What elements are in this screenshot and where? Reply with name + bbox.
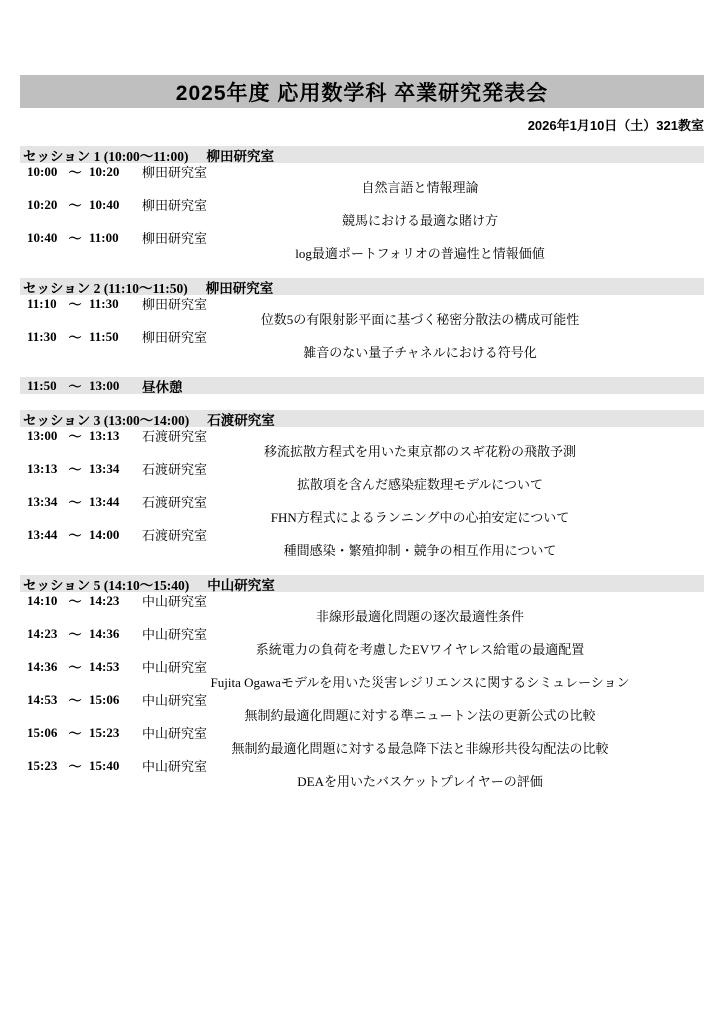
schedule-row [20, 658, 704, 691]
schedule-row-meta [20, 328, 704, 345]
session-1-header [20, 146, 704, 163]
lab-name: 中山研究室 [142, 660, 208, 675]
session-1 [20, 146, 704, 262]
tilde-separator: ～ [68, 165, 82, 180]
schedule-row [20, 196, 704, 229]
session-5 [20, 575, 704, 790]
start-time: 13:13 [27, 460, 58, 476]
tilde-separator: ～ [68, 594, 82, 609]
presentation-title: 系統電力の負荷を考慮したEVワイヤレス給電の最適配置 [255, 642, 585, 657]
presentation-title: FHN方程式によるランニング中の心拍安定について [270, 510, 570, 525]
presentation-title: 移流拡散方程式を用いた東京都のスギ花粉の飛散予測 [263, 444, 576, 459]
end-time: 10:40 [89, 196, 120, 212]
session-label: セッション 5 (14:10～15:40) [23, 577, 190, 593]
lab-name: 石渡研究室 [142, 495, 208, 510]
start-time: 10:40 [27, 229, 58, 245]
end-time: 13:44 [89, 493, 120, 509]
end-time: 13:13 [89, 427, 120, 443]
schedule-row-meta [20, 163, 704, 180]
session-2 [20, 278, 704, 361]
document-title-bar [20, 75, 704, 108]
presentation-title: 種間感染・繁殖抑制・競争の相互作用について [283, 543, 557, 558]
lab-name: 柳田研究室 [142, 198, 208, 213]
start-time: 14:53 [27, 691, 58, 707]
tilde-separator: ～ [68, 462, 82, 477]
schedule-row-meta [20, 592, 704, 609]
start-time: 15:06 [27, 724, 58, 740]
start-time: 15:23 [27, 757, 58, 773]
page-title: 2025年度 応用数学科 卒業研究発表会 [175, 81, 549, 105]
schedule-row-meta [20, 691, 704, 708]
schedule-row-meta [20, 229, 704, 246]
tilde-separator: ～ [68, 429, 82, 444]
schedule-row [20, 427, 704, 460]
schedule-row [20, 592, 704, 625]
start-time: 10:00 [27, 163, 58, 179]
tilde-separator: ～ [68, 528, 82, 543]
tilde-separator: ～ [68, 759, 82, 774]
presentation-title: 位数5の有限射影平面に基づく秘密分散法の構成可能性 [260, 312, 580, 327]
start-time: 10:20 [27, 196, 58, 212]
schedule-row [20, 526, 704, 559]
end-time: 14:00 [89, 526, 120, 542]
schedule-row-meta [20, 757, 704, 774]
end-time: 15:40 [89, 757, 120, 773]
tilde-separator: ～ [68, 726, 82, 741]
schedule-row-meta [20, 493, 704, 510]
session-label: セッション 3 (13:00～14:00) [23, 412, 190, 428]
schedule-row [20, 724, 704, 757]
end-time: 15:06 [89, 691, 120, 707]
start-time: 11:10 [27, 295, 57, 311]
end-time: 11:50 [89, 328, 119, 344]
presentation-title: Fujita Ogawaモデルを用いた災害レジリエンスに関するシミュレーション [210, 675, 630, 690]
lab-name: 石渡研究室 [142, 429, 208, 444]
start-time: 14:23 [27, 625, 58, 641]
tilde-separator: ～ [68, 627, 82, 642]
end-time: 14:36 [89, 625, 120, 641]
schedule-row [20, 493, 704, 526]
tilde-separator: ～ [68, 231, 82, 246]
schedule-row [20, 691, 704, 724]
schedule-row [20, 328, 704, 361]
lab-name: 柳田研究室 [142, 231, 208, 246]
session-label: セッション 2 (11:10～11:50) [23, 280, 188, 296]
schedule-row-meta [20, 460, 704, 477]
tilde-separator: ～ [68, 693, 82, 708]
tilde-separator: ～ [68, 495, 82, 510]
start-time: 14:36 [27, 658, 58, 674]
lab-name: 中山研究室 [142, 627, 208, 642]
presentation-title: 競馬における最適な賭け方 [341, 213, 498, 228]
tilde-separator: ～ [68, 198, 82, 213]
session-label: セッション 1 (10:00～11:00) [23, 148, 189, 164]
lab-name: 中山研究室 [142, 759, 208, 774]
schedule-row [20, 757, 704, 790]
schedule-row [20, 229, 704, 262]
start-time: 11:30 [27, 328, 57, 344]
presentation-title: 拡散項を含んだ感染症数理モデルについて [296, 477, 544, 492]
schedule-row [20, 625, 704, 658]
schedule-row [20, 460, 704, 493]
start-time: 13:34 [27, 493, 58, 509]
schedule-row-meta [20, 724, 704, 741]
schedule-row [20, 295, 704, 328]
session-lab: 中山研究室 [207, 577, 275, 593]
lab-name: 石渡研究室 [142, 528, 208, 543]
presentation-title: 非線形最適化問題の逐次最適性条件 [315, 609, 524, 624]
lab-name: 柳田研究室 [142, 297, 208, 312]
schedule-row-meta [20, 526, 704, 543]
session-lab: 柳田研究室 [206, 148, 274, 164]
start-time: 14:10 [27, 592, 58, 608]
end-time: 14:53 [89, 658, 120, 674]
lab-name: 石渡研究室 [142, 462, 208, 477]
end-time: 13:34 [89, 460, 120, 476]
presentation-title: 自然言語と情報理論 [361, 180, 479, 195]
tilde-separator: ～ [68, 379, 82, 394]
start-time: 13:00 [27, 427, 58, 443]
lab-name: 柳田研究室 [142, 165, 208, 180]
end-time: 10:20 [89, 163, 120, 179]
lunch-break-bar [20, 377, 704, 394]
session-3-header [20, 410, 704, 427]
schedule-row-meta [20, 658, 704, 675]
presentation-title: 無制約最適化問題に対する最急降下法と非線形共役勾配法の比較 [231, 741, 609, 756]
lab-name: 柳田研究室 [142, 330, 208, 345]
lab-name: 中山研究室 [142, 594, 208, 609]
tilde-separator: ～ [68, 660, 82, 675]
presentation-title: DEAを用いたバスケットプレイヤーの評価 [297, 774, 543, 789]
tilde-separator: ～ [68, 297, 82, 312]
date-room-line: 2026年1月10日（土）321教室 [527, 118, 704, 133]
session-5-header [20, 575, 704, 592]
schedule-row-meta [20, 427, 704, 444]
end-time: 15:23 [89, 724, 120, 740]
session-2-header [20, 278, 704, 295]
schedule-row-meta [20, 625, 704, 642]
presentation-title: 無制約最適化問題に対する準ニュートン法の更新公式の比較 [244, 708, 596, 723]
lunch-break-label: 昼休憩 [142, 379, 183, 395]
end-time: 13:00 [89, 377, 120, 393]
start-time: 11:50 [27, 377, 57, 393]
presentation-title: log最適ポートフォリオの普遍性と情報価値 [295, 246, 545, 261]
session-lab: 柳田研究室 [205, 280, 274, 296]
end-time: 11:00 [89, 229, 119, 245]
end-time: 11:30 [89, 295, 119, 311]
lab-name: 中山研究室 [142, 726, 208, 741]
schedule-row-meta [20, 196, 704, 213]
schedule-row-meta [20, 295, 704, 312]
start-time: 13:44 [27, 526, 58, 542]
tilde-separator: ～ [68, 330, 82, 345]
presentation-title: 雑音のない量子チャネルにおける符号化 [303, 345, 537, 360]
session-3 [20, 410, 704, 559]
end-time: 14:23 [89, 592, 120, 608]
lab-name: 中山研究室 [142, 693, 208, 708]
session-lab: 石渡研究室 [207, 412, 275, 428]
schedule-row [20, 163, 704, 196]
